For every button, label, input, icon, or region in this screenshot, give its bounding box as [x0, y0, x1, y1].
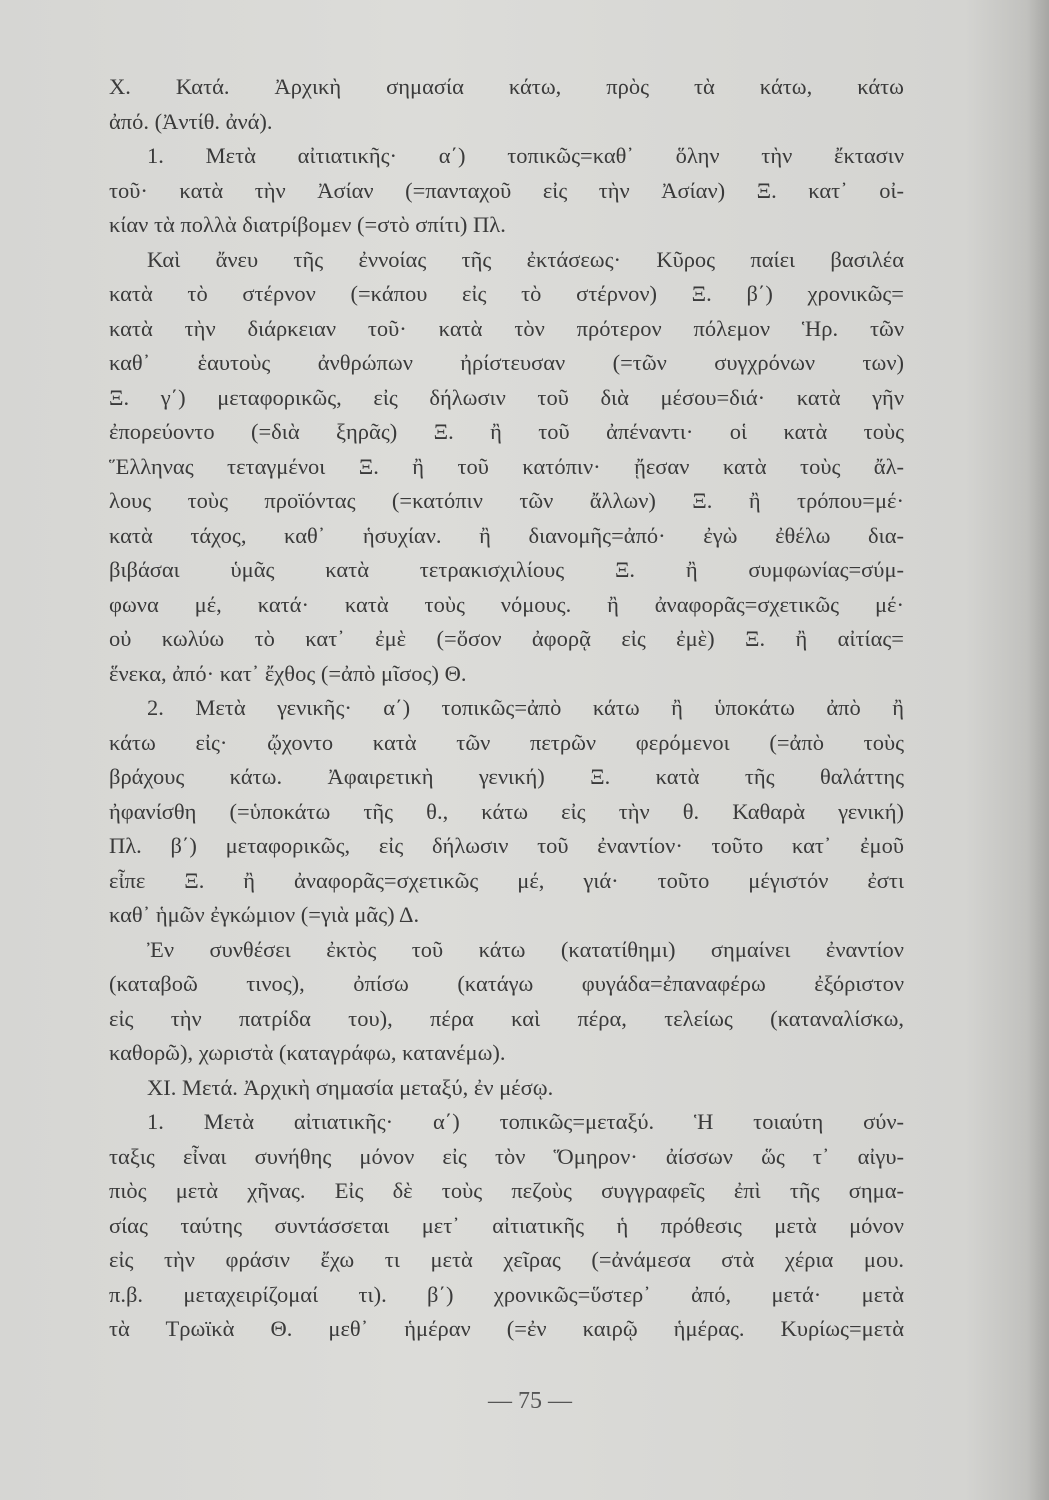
text-line: XI. Μετά. Ἀρχικὴ σημασία μεταξύ, ἐν μέσῳ.	[147, 1074, 554, 1100]
text-line: τὰ Τρωϊκὰ Θ. μεθ᾿ ἡμέραν (=ἐν καιρῷ ἡμέρας. Κυρίως=μετὰ	[109, 1316, 904, 1341]
text-line: ταξις εἶναι συνήθης μόνον εἰς τὸν Ὅμηρον· ἀίσσων ὥς τ᾿ αἰγυ-	[109, 1143, 904, 1169]
text-line: καθ᾿ ἑαυτοὺς ἀνθρώπων ἠρίστευσαν (=τῶν συγχρόνων των)	[109, 350, 904, 375]
text-line: τοῦ· κατὰ τὴν Ἀσίαν (=πανταχοῦ εἰς τὴν Ἀσίαν) Ξ. κατ᾿ οἰ-	[109, 177, 904, 203]
text-line: Ἕλληνας τεταγμένοι Ξ. ἢ τοῦ κατόπιν· ᾔεσαν κατὰ τοὺς ἄλ-	[109, 453, 904, 479]
text-line: πιὸς μετὰ χῆνας. Εἰς δὲ τοὺς πεζοὺς συγγραφεῖς ἐπὶ τῆς σημα-	[109, 1178, 904, 1203]
text-line: ἕνεκα, ἀπό· κατ᾿ ἔχθος (=ἀπὸ μῖσος) Θ.	[109, 660, 467, 686]
text-line: εἰς τὴν φράσιν ἔχω τι μετὰ χεῖρας (=ἀνάμεσα στὰ χέρια μου.	[109, 1247, 904, 1272]
text-line: λους τοὺς προϊόντας (=κατόπιν τῶν ἄλλων) Ξ. ἢ τρόπου=μέ·	[109, 488, 904, 513]
text-line: οὐ κωλύω τὸ κατ᾿ ἐμὲ (=ὅσον ἀφορᾷ εἰς ἐμὲ) Ξ. ἢ αἰτίας=	[109, 626, 904, 651]
text-line: βιβάσαι ὑμᾶς κατὰ τετρακισχιλίους Ξ. ἢ συμφωνίας=σύμ-	[109, 557, 904, 582]
text-line: Ἐν συνθέσει ἐκτὸς τοῦ κάτω (κατατίθημι) σημαίνει ἐναντίον	[147, 936, 904, 962]
text-line: π.β. μεταχειρίζομαί τι). β΄) χρονικῶς=ὕστερ᾿ ἀπό, μετά· μετὰ	[109, 1281, 904, 1307]
text-line: ἀπό. (Ἀντίθ. ἀνά).	[109, 108, 273, 134]
text-line: φωνα μέ, κατά· κατὰ τοὺς νόμους. ἢ ἀναφορᾶς=σχετικῶς μέ·	[109, 591, 904, 617]
body-text	[109, 70, 904, 1347]
text-line: εἰς τὴν πατρίδα του), πέρα καὶ πέρα, τελείως (καταναλίσκω,	[109, 1005, 904, 1031]
text-line: βράχους κάτω. Ἀφαιρετικὴ γενική) Ξ. κατὰ τῆς θαλάττης	[109, 764, 904, 789]
text-line: 1. Μετὰ αἰτιατικῆς· α΄) τοπικῶς=μεταξύ. Ἡ τοιαύτη σύν-	[147, 1109, 904, 1134]
text-line: ἐπορεύοντο (=διὰ ξηρᾶς) Ξ. ἢ τοῦ ἀπέναντι· οἱ κατὰ τοὺς	[109, 419, 904, 444]
text-line: Ξ. γ΄) μεταφορικῶς, εἰς δήλωσιν τοῦ διὰ μέσου=διά· κατὰ γῆν	[109, 384, 904, 410]
page-edge-shadow	[1027, 0, 1049, 1500]
text-line: κάτω εἰς· ᾤχοντο κατὰ τῶν πετρῶν φερόμενοι (=ἀπὸ τοὺς	[109, 729, 904, 755]
page-number: — 75 —	[488, 1388, 572, 1414]
text-line: 2. Μετὰ γενικῆς· α΄) τοπικῶς=ἀπὸ κάτω ἢ ὑποκάτω ἀπὸ ἢ	[147, 695, 904, 720]
text-line: κατὰ τὴν διάρκειαν τοῦ· κατὰ τὸν πρότερον πόλεμον Ἡρ. τῶν	[109, 315, 904, 341]
text-line: καθορῶ), χωριστὰ (καταγράφω, κατανέμω).	[109, 1040, 506, 1065]
text-line: ἠφανίσθη (=ὑποκάτω τῆς θ., κάτω εἰς τὴν θ. Καθαρὰ γενική)	[109, 798, 904, 824]
text-line: καθ᾿ ἡμῶν ἐγκώμιον (=γιὰ μᾶς) Δ.	[109, 902, 420, 927]
text-line: εἶπε Ξ. ἢ ἀναφορᾶς=σχετικῶς μέ, γιά· τοῦτο μέγιστόν ἐστι	[109, 867, 904, 893]
text-line: 1. Μετὰ αἰτιατικῆς· α΄) τοπικῶς=καθ᾿ ὅλην τὴν ἔκτασιν	[147, 143, 904, 168]
text-line: Καὶ ἄνευ τῆς ἐννοίας τῆς ἐκτάσεως· Κῦρος παίει βασιλέα	[147, 246, 904, 272]
text-line: X. Κατά. Ἀρχικὴ σημασία κάτω, πρὸς τὰ κάτω, κάτω	[109, 74, 904, 99]
text-line: κατὰ τὸ στέρνον (=κάπου εἰς τὸ στέρνον) Ξ. β΄) χρονικῶς=	[109, 281, 904, 306]
text-line: κατὰ τάχος, καθ᾿ ἡσυχίαν. ἢ διανομῆς=ἀπό· ἐγὼ ἐθέλω δια-	[109, 522, 904, 548]
text-line: σίας ταύτης συντάσσεται μετ᾿ αἰτιατικῆς ἡ πρόθεσις μετὰ μόνον	[109, 1212, 904, 1238]
text-line: Πλ. β΄) μεταφορικῶς, εἰς δήλωσιν τοῦ ἐναντίον· τοῦτο κατ᾿ ἐμοῦ	[109, 833, 904, 858]
text-line: κίαν τὰ πολλὰ διατρίβομεν (=στὸ σπίτι) Πλ.	[109, 212, 506, 237]
text-line: (καταβοῶ τινος), ὀπίσω (κατάγω φυγάδα=ἐπαναφέρω ἐξόριστον	[109, 971, 904, 996]
